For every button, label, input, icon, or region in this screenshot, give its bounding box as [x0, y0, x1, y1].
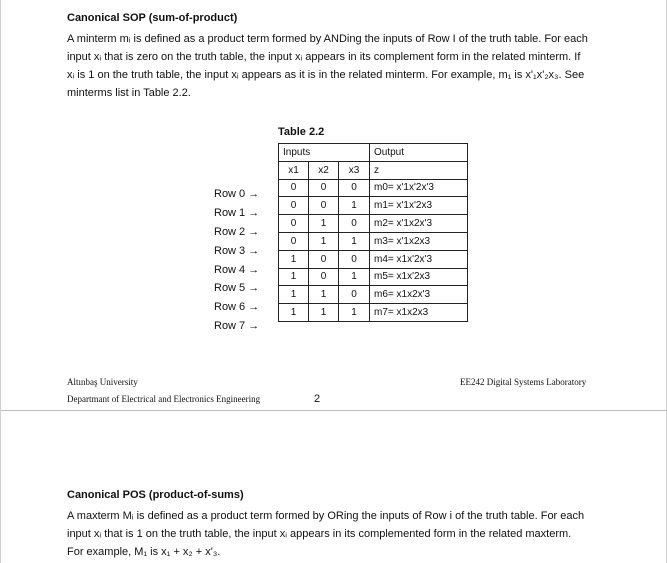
table-row	[279, 215, 468, 233]
table-row	[279, 268, 468, 286]
cell-x2: 1	[309, 286, 339, 304]
row-label: Row 2 →	[214, 225, 260, 238]
table-row	[279, 232, 468, 250]
pos-paragraph	[67, 507, 615, 561]
pos-line: A maxterm Mᵢ is defined as a product term formed by ORing the inputs of Row i of the truth table. For each	[67, 510, 585, 522]
cell-x1: 0	[279, 179, 309, 197]
page-divider	[1, 410, 667, 411]
row-label: Row 0 →	[214, 188, 260, 200]
table-caption: Table 2.2	[278, 126, 325, 138]
cell-minterm: m3= x'1x2x3	[370, 232, 468, 250]
cell-x3: 0	[339, 250, 370, 268]
row-label: Row 6 →	[214, 301, 260, 314]
cell-x3: 0	[339, 179, 370, 197]
sop-line: xᵢ is 1 on the truth table, the input xᵢ appears as it is in the related minterm. For example, m₁ is x'₁x'₂x₃. See	[67, 69, 585, 81]
cell-x2: 0	[309, 268, 339, 286]
col-header-x1: x1	[279, 161, 309, 179]
footer-university: Altınbaş University	[67, 377, 138, 387]
table-row	[279, 286, 468, 304]
cell-minterm: m6= x1x2x'3	[370, 286, 468, 304]
sop-line: A minterm mᵢ is defined as a product term formed by ANDing the inputs of Row I of the truth table. For each	[67, 33, 588, 45]
col-header-x2: x2	[309, 161, 339, 179]
cell-x3: 1	[339, 197, 370, 215]
cell-x2: 0	[309, 179, 339, 197]
row-labels	[214, 185, 259, 336]
truth-table	[278, 143, 468, 322]
cell-x2: 0	[309, 197, 339, 215]
row-label: Row 4 →	[214, 263, 260, 276]
pos-line: For example, M₁ is x₁ + x₂ + x'₃.	[67, 546, 221, 558]
cell-minterm: m4= x1x'2x'3	[370, 250, 468, 268]
cell-x2: 1	[309, 232, 339, 250]
cell-x2: 1	[309, 215, 339, 233]
cell-x2: 1	[309, 304, 339, 322]
cell-minterm: m1= x'1x'2x3	[370, 197, 468, 215]
cell-minterm: m0= x'1x'2x'3	[370, 179, 468, 197]
sop-line: input xᵢ that is zero on the truth table, the input xᵢ appears in its complement form in the related minterm. If	[67, 51, 581, 63]
cell-x3: 1	[339, 232, 370, 250]
row-label: Row 5 →	[214, 282, 260, 295]
page-number: 2	[314, 393, 321, 405]
cell-x1: 1	[279, 286, 309, 304]
sop-paragraph	[67, 30, 615, 102]
pos-line: input xᵢ that is 1 on the truth table, the input xᵢ appears in its complemented form in the related maxterm.	[67, 528, 572, 540]
inputs-header: Inputs	[279, 144, 370, 162]
row-label: Row 7 →	[214, 320, 260, 333]
table-row	[279, 197, 468, 215]
footer-department: Departmant of Electrical and Electronics Engineering	[67, 394, 261, 404]
cell-minterm: m7= x1x2x3	[370, 304, 468, 322]
cell-x3: 0	[339, 286, 370, 304]
cell-x3: 0	[339, 215, 370, 233]
sop-heading: Canonical SOP (sum-of-product)	[67, 12, 238, 24]
cell-x1: 1	[279, 250, 309, 268]
cell-minterm: m2= x'1x2x'3	[370, 215, 468, 233]
cell-x1: 0	[279, 197, 309, 215]
row-label: Row 1 →	[214, 206, 260, 219]
table-row	[279, 179, 468, 197]
footer-lab-name: EE242 Digital Systems Laboratory	[460, 377, 587, 387]
cell-x1: 0	[279, 232, 309, 250]
col-header-x3: x3	[339, 161, 370, 179]
cell-x3: 1	[339, 268, 370, 286]
table-row	[279, 250, 468, 268]
row-label: Row 3 →	[214, 244, 260, 257]
pos-heading: Canonical POS (product-of-sums)	[67, 489, 244, 501]
cell-x1: 1	[279, 304, 309, 322]
cell-minterm: m5= x1x'2x3	[370, 268, 468, 286]
table-row	[279, 304, 468, 322]
col-header-z: z	[370, 161, 468, 179]
cell-x1: 0	[279, 215, 309, 233]
cell-x2: 0	[309, 250, 339, 268]
cell-x3: 1	[339, 304, 370, 322]
output-header: Output	[370, 144, 468, 162]
cell-x1: 1	[279, 268, 309, 286]
sop-line: minterms list in Table 2.2.	[67, 87, 191, 99]
